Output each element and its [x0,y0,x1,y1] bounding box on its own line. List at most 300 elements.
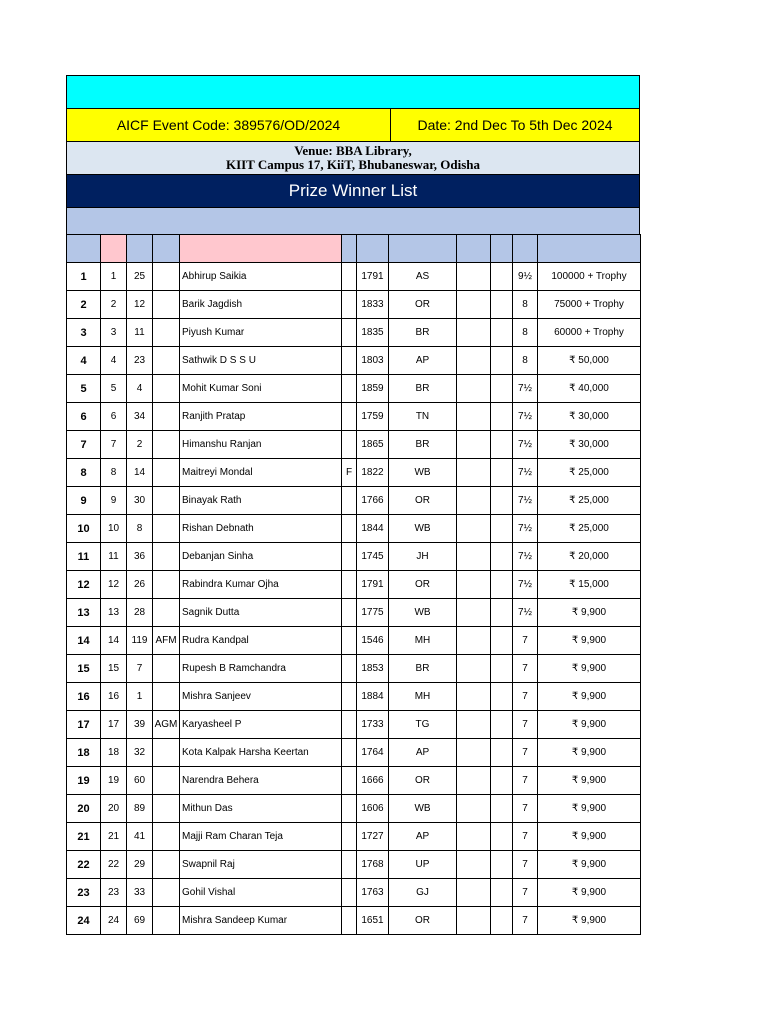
rank-cell: 10 [67,515,101,543]
blank-cell [491,627,513,655]
serial-cell: 12 [101,571,127,599]
header-cell [153,235,180,263]
prize-cell: ₹ 9,900 [538,627,641,655]
title-cell [153,347,180,375]
header-cell [342,235,357,263]
start-number-cell: 34 [127,403,153,431]
player-name-cell: Mohit Kumar Soni [180,375,342,403]
venue-line-1: Venue: BBA Library, [294,143,412,158]
title-cell [153,515,180,543]
points-cell: 7½ [513,431,538,459]
table-row [67,599,641,627]
header-cell [180,235,342,263]
gender-cell [342,711,357,739]
player-name-cell: Sathwik D S S U [180,347,342,375]
blank-cell [457,655,491,683]
start-number-cell: 2 [127,431,153,459]
blank-cell [491,599,513,627]
prize-cell: ₹ 9,900 [538,823,641,851]
blank-cell [491,739,513,767]
points-cell: 7½ [513,515,538,543]
player-name-cell: Swapnil Raj [180,851,342,879]
prize-cell: ₹ 9,900 [538,879,641,907]
serial-cell: 18 [101,739,127,767]
table-row [67,347,641,375]
serial-cell: 2 [101,291,127,319]
serial-cell: 24 [101,907,127,935]
table-row [67,291,641,319]
gender-cell: F [342,459,357,487]
blank-cell [491,571,513,599]
blank-cell [457,795,491,823]
serial-cell: 11 [101,543,127,571]
rating-cell: 1833 [357,291,389,319]
header-cell [101,235,127,263]
points-cell: 7 [513,795,538,823]
table-row [67,627,641,655]
rank-cell: 18 [67,739,101,767]
player-name-cell: Binayak Rath [180,487,342,515]
player-name-cell: Piyush Kumar [180,319,342,347]
rating-cell: 1791 [357,263,389,291]
header-cell [67,235,101,263]
blank-cell [491,823,513,851]
start-number-cell: 119 [127,627,153,655]
start-number-cell: 4 [127,375,153,403]
prize-cell: ₹ 30,000 [538,403,641,431]
serial-cell: 8 [101,459,127,487]
event-code: AICF Event Code: 389576/OD/2024 [67,109,391,141]
player-name-cell: Rabindra Kumar Ojha [180,571,342,599]
state-cell: UP [389,851,457,879]
table-row [67,515,641,543]
gender-cell [342,823,357,851]
blank-cell [457,543,491,571]
rating-cell: 1651 [357,907,389,935]
points-cell: 7 [513,739,538,767]
gender-cell [342,739,357,767]
title-cell [153,375,180,403]
rating-cell: 1766 [357,487,389,515]
rank-cell: 23 [67,879,101,907]
header-cell [491,235,513,263]
gender-cell [342,319,357,347]
prize-cell: 75000 + Trophy [538,291,641,319]
player-name-cell: Sagnik Dutta [180,599,342,627]
serial-cell: 13 [101,599,127,627]
points-cell: 7½ [513,571,538,599]
rating-cell: 1844 [357,515,389,543]
blank-cell [457,403,491,431]
state-cell: TN [389,403,457,431]
prize-cell: ₹ 20,000 [538,543,641,571]
start-number-cell: 25 [127,263,153,291]
state-cell: BR [389,375,457,403]
rating-cell: 1803 [357,347,389,375]
table-row [67,683,641,711]
event-info-row [66,108,640,141]
points-cell: 7 [513,907,538,935]
start-number-cell: 7 [127,655,153,683]
rating-cell: 1822 [357,459,389,487]
rank-cell: 7 [67,431,101,459]
rating-cell: 1775 [357,599,389,627]
player-name-cell: Mishra Sanjeev [180,683,342,711]
rating-cell: 1835 [357,319,389,347]
blank-cell [457,739,491,767]
title-cell [153,291,180,319]
prize-cell: 100000 + Trophy [538,263,641,291]
rank-cell: 6 [67,403,101,431]
player-name-cell: Karyasheel P [180,711,342,739]
title-cell [153,543,180,571]
winner-table [66,234,641,935]
blank-cell [491,711,513,739]
prize-cell: ₹ 40,000 [538,375,641,403]
player-name-cell: Kota Kalpak Harsha Keertan [180,739,342,767]
blank-cell [491,263,513,291]
rank-cell: 20 [67,795,101,823]
title-cell [153,851,180,879]
blank-cell [491,767,513,795]
rating-cell: 1853 [357,655,389,683]
title-cell [153,459,180,487]
rank-cell: 24 [67,907,101,935]
gender-cell [342,571,357,599]
rating-cell: 1859 [357,375,389,403]
state-cell: BR [389,655,457,683]
state-cell: AP [389,347,457,375]
player-name-cell: Ranjith Pratap [180,403,342,431]
prize-cell: ₹ 9,900 [538,851,641,879]
title-cell [153,879,180,907]
blank-cell [457,907,491,935]
blank-cell [457,319,491,347]
table-row [67,459,641,487]
table-row [67,543,641,571]
blank-cell [491,403,513,431]
header-cell [538,235,641,263]
rating-cell: 1763 [357,879,389,907]
rank-cell: 13 [67,599,101,627]
prize-cell: ₹ 15,000 [538,571,641,599]
blank-cell [491,487,513,515]
points-cell: 8 [513,319,538,347]
title-cell [153,263,180,291]
rating-cell: 1606 [357,795,389,823]
table-row [67,375,641,403]
prize-cell: ₹ 9,900 [538,739,641,767]
serial-cell: 9 [101,487,127,515]
gender-cell [342,627,357,655]
header-cell [357,235,389,263]
blank-cell [457,823,491,851]
state-cell: WB [389,795,457,823]
table-row [67,907,641,935]
header-cell [127,235,153,263]
blank-cell [457,431,491,459]
serial-cell: 7 [101,431,127,459]
prize-cell: ₹ 9,900 [538,599,641,627]
serial-cell: 6 [101,403,127,431]
gender-cell [342,683,357,711]
blank-cell [457,487,491,515]
table-row [67,823,641,851]
player-name-cell: Maitreyi Mondal [180,459,342,487]
gender-cell [342,655,357,683]
start-number-cell: 28 [127,599,153,627]
rating-cell: 1768 [357,851,389,879]
blank-cell [457,767,491,795]
start-number-cell: 41 [127,823,153,851]
start-number-cell: 89 [127,795,153,823]
table-row [67,767,641,795]
title-cell [153,739,180,767]
start-number-cell: 30 [127,487,153,515]
state-cell: JH [389,543,457,571]
start-number-cell: 1 [127,683,153,711]
blank-cell [491,515,513,543]
blank-cell [491,543,513,571]
table-row [67,487,641,515]
top-cyan-band [66,75,640,108]
blank-cell [491,907,513,935]
blank-cell [491,459,513,487]
title-cell: AGM [153,711,180,739]
state-cell: OR [389,571,457,599]
gender-cell [342,795,357,823]
start-number-cell: 14 [127,459,153,487]
state-cell: GJ [389,879,457,907]
points-cell: 7½ [513,543,538,571]
player-name-cell: Himanshu Ranjan [180,431,342,459]
blank-cell [491,851,513,879]
player-name-cell: Narendra Behera [180,767,342,795]
rating-cell: 1745 [357,543,389,571]
points-cell: 7½ [513,599,538,627]
gender-cell [342,431,357,459]
prize-winner-sheet [66,75,640,935]
blank-cell [491,319,513,347]
gender-cell [342,515,357,543]
table-row [67,711,641,739]
blank-cell [491,347,513,375]
title-cell [153,767,180,795]
header-cell [389,235,457,263]
venue-line-2: KIIT Campus 17, KiiT, Bhubaneswar, Odisha [225,157,481,172]
start-number-cell: 60 [127,767,153,795]
start-number-cell: 12 [127,291,153,319]
header-cell [457,235,491,263]
gender-cell [342,263,357,291]
state-cell: MH [389,627,457,655]
rating-cell: 1884 [357,683,389,711]
rank-cell: 12 [67,571,101,599]
rank-cell: 1 [67,263,101,291]
table-row [67,739,641,767]
title-cell [153,319,180,347]
prize-cell: ₹ 9,900 [538,767,641,795]
points-cell: 7 [513,767,538,795]
points-cell: 7 [513,627,538,655]
state-cell: OR [389,907,457,935]
table-row [67,851,641,879]
blank-cell [457,571,491,599]
venue [66,141,640,174]
table-row [67,319,641,347]
rating-cell: 1666 [357,767,389,795]
blank-cell [491,879,513,907]
start-number-cell: 69 [127,907,153,935]
rank-cell: 11 [67,543,101,571]
blank-cell [457,879,491,907]
table-row [67,431,641,459]
event-date: Date: 2nd Dec To 5th Dec 2024 [417,117,613,133]
serial-cell: 23 [101,879,127,907]
blank-cell [457,459,491,487]
rating-cell: 1791 [357,571,389,599]
title-cell [153,571,180,599]
player-name-cell: Rishan Debnath [180,515,342,543]
player-name-cell: Mishra Sandeep Kumar [180,907,342,935]
blank-cell [457,291,491,319]
player-name-cell: Rudra Kandpal [180,627,342,655]
title-cell [153,823,180,851]
rank-cell: 3 [67,319,101,347]
blank-cell [457,263,491,291]
blank-header-band [66,207,640,234]
state-cell: WB [389,599,457,627]
blank-cell [491,683,513,711]
rating-cell: 1764 [357,739,389,767]
state-cell: OR [389,291,457,319]
gender-cell [342,291,357,319]
rank-cell: 9 [67,487,101,515]
blank-cell [457,851,491,879]
rank-cell: 14 [67,627,101,655]
blank-cell [457,347,491,375]
state-cell: TG [389,711,457,739]
gender-cell [342,347,357,375]
player-name-cell: Abhirup Saikia [180,263,342,291]
serial-cell: 1 [101,263,127,291]
title-cell: AFM [153,627,180,655]
rating-cell: 1865 [357,431,389,459]
start-number-cell: 23 [127,347,153,375]
serial-cell: 20 [101,795,127,823]
title-cell [153,403,180,431]
gender-cell [342,487,357,515]
player-name-cell: Mithun Das [180,795,342,823]
gender-cell [342,599,357,627]
rank-cell: 8 [67,459,101,487]
points-cell: 7½ [513,487,538,515]
table-row [67,655,641,683]
points-cell: 7 [513,879,538,907]
title-cell [153,487,180,515]
points-cell: 7 [513,823,538,851]
player-name-cell: Gohil Vishal [180,879,342,907]
title-cell [153,683,180,711]
serial-cell: 17 [101,711,127,739]
table-row [67,879,641,907]
prize-cell: ₹ 25,000 [538,459,641,487]
gender-cell [342,375,357,403]
gender-cell [342,767,357,795]
prize-cell: ₹ 9,900 [538,655,641,683]
blank-cell [457,683,491,711]
blank-cell [457,599,491,627]
start-number-cell: 26 [127,571,153,599]
state-cell: BR [389,431,457,459]
rating-cell: 1733 [357,711,389,739]
rating-cell: 1759 [357,403,389,431]
start-number-cell: 29 [127,851,153,879]
state-cell: MH [389,683,457,711]
table-row [67,571,641,599]
state-cell: AP [389,823,457,851]
prize-cell: ₹ 9,900 [538,907,641,935]
serial-cell: 16 [101,683,127,711]
rank-cell: 22 [67,851,101,879]
start-number-cell: 8 [127,515,153,543]
points-cell: 7½ [513,403,538,431]
serial-cell: 22 [101,851,127,879]
table-row [67,795,641,823]
prize-cell: ₹ 9,900 [538,711,641,739]
player-name-cell: Rupesh B Ramchandra [180,655,342,683]
player-name-cell: Barik Jagdish [180,291,342,319]
gender-cell [342,543,357,571]
gender-cell [342,879,357,907]
column-header-row [67,235,641,263]
state-cell: AS [389,263,457,291]
gender-cell [342,403,357,431]
table-row [67,263,641,291]
serial-cell: 14 [101,627,127,655]
start-number-cell: 11 [127,319,153,347]
points-cell: 7 [513,655,538,683]
rating-cell: 1727 [357,823,389,851]
start-number-cell: 33 [127,879,153,907]
prize-cell: 60000 + Trophy [538,319,641,347]
blank-cell [457,375,491,403]
serial-cell: 15 [101,655,127,683]
rank-cell: 15 [67,655,101,683]
rank-cell: 16 [67,683,101,711]
blank-cell [491,375,513,403]
state-cell: AP [389,739,457,767]
serial-cell: 5 [101,375,127,403]
title-cell [153,599,180,627]
serial-cell: 3 [101,319,127,347]
player-name-cell: Majji Ram Charan Teja [180,823,342,851]
rank-cell: 17 [67,711,101,739]
title-cell [153,795,180,823]
state-cell: OR [389,767,457,795]
prize-cell: ₹ 25,000 [538,487,641,515]
rank-cell: 19 [67,767,101,795]
gender-cell [342,907,357,935]
start-number-cell: 32 [127,739,153,767]
state-cell: BR [389,319,457,347]
blank-cell [457,515,491,543]
rank-cell: 4 [67,347,101,375]
prize-cell: ₹ 9,900 [538,795,641,823]
serial-cell: 10 [101,515,127,543]
table-row [67,403,641,431]
serial-cell: 21 [101,823,127,851]
